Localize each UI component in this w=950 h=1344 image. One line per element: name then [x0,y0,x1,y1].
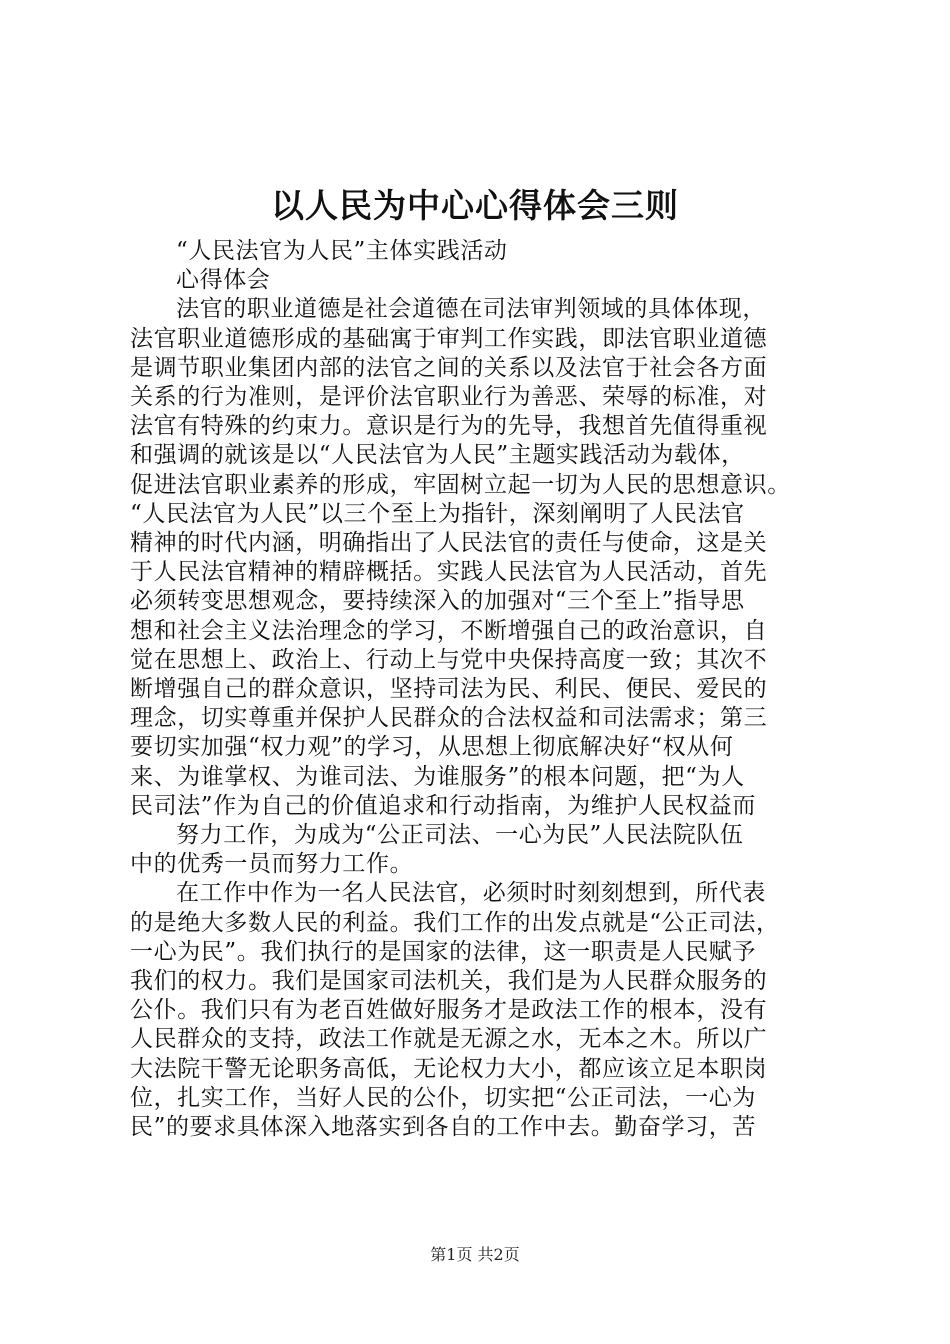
text-line: 一心为民”。我们执行的是国家的法律，这一职责是人民赋予 [130,938,756,965]
text-line: 法官职业道德形成的基础寓于审判工作实践，即法官职业道德 [130,325,768,352]
subtitle-line-1: “人民法官为人民”主体实践活动 [176,238,508,264]
text-line: 法官的职业道德是社会道德在司法审判领域的具体体现， [176,296,766,323]
text-line: “人民法官为人民”以三个至上为指针，深刻阐明了人民法官 [130,500,745,527]
text-line: 必须转变思想观念，要持续深入的加强对“三个至上”指导思 [130,588,745,615]
subtitle-line-2: 心得体会 [176,267,271,294]
text-line: 大法院干警无论职务高低，无论权力大小，都应该立足本职岗 [130,1055,768,1082]
text-line: 民”的要求具体深入地落实到各自的工作中去。勤奋学习，苦 [130,1114,756,1141]
paragraph-1 [130,295,830,821]
text-line: 民司法”作为自己的价值追求和行动指南，为维护人民权益而 [130,792,756,819]
text-line: 促进法官职业素养的形成，牢固树立起一切为人民的思想意识。 [130,471,791,498]
page-footer: 第1页 共2页 [430,1245,520,1264]
text-line: 中的优秀一员而努力工作。 [130,851,414,878]
text-line: 关系的行为准则，是评价法官职业行为善恶、荣辱的标准，对 [130,384,768,411]
text-line: 公仆。我们只有为老百姓做好服务才是政法工作的根本，没有 [130,997,768,1024]
text-line: 是调节职业集团内部的法官之间的关系以及法官于社会各方面 [130,354,768,381]
text-line: 理念，切实尊重并保护人民群众的合法权益和司法需求；第三 [130,705,768,732]
text-line: 要切实加强“权力观”的学习，从思想上彻底解决好“权从何 [130,734,734,761]
text-line: 我们的权力。我们是国家司法机关，我们是为人民群众服务的 [130,968,768,995]
text-line: 断增强自己的群众意识，坚持司法为民、利民、便民、爱民的 [130,676,768,703]
text-line: 法官有特殊的约束力。意识是行为的先导，我想首先值得重视 [130,413,768,440]
document-body [130,237,830,1142]
text-line: 觉在思想上、政治上、行动上与党中央保持高度一致；其次不 [130,646,768,673]
text-line: 在工作中作为一名人民法官，必须时时刻刻想到，所代表 [176,880,766,907]
text-line: 人民群众的支持，政法工作就是无源之水，无本之木。所以广 [130,1026,768,1053]
text-line: 想和社会主义法治理念的学习，不断增强自己的政治意识，自 [130,617,768,644]
text-line: 于人民法官精神的精辟概括。实践人民法官为人民活动，首先 [130,559,768,586]
paragraph-3 [130,879,830,1142]
text-line: 位，扎实工作，当好人民的公仆，切实把“公正司法，一心为 [130,1084,756,1111]
text-line: 的是绝大多数人民的利益。我们工作的出发点就是“公正司法， [130,909,780,936]
text-line: 和强调的就该是以“人民法官为人民”主题实践活动为载体， [130,442,745,469]
paragraph-2 [130,821,830,879]
text-line: 来、为谁掌权、为谁司法、为谁服务”的根本问题，把“为人 [130,763,745,790]
text-line: 努力工作，为成为“公正司法、一心为民”人民法院队伍 [176,822,744,849]
document-title: 以人民为中心心得体会三则 [271,186,679,225]
text-line: 精神的时代内涵，明确指出了人民法官的责任与使命，这是关 [130,530,768,557]
